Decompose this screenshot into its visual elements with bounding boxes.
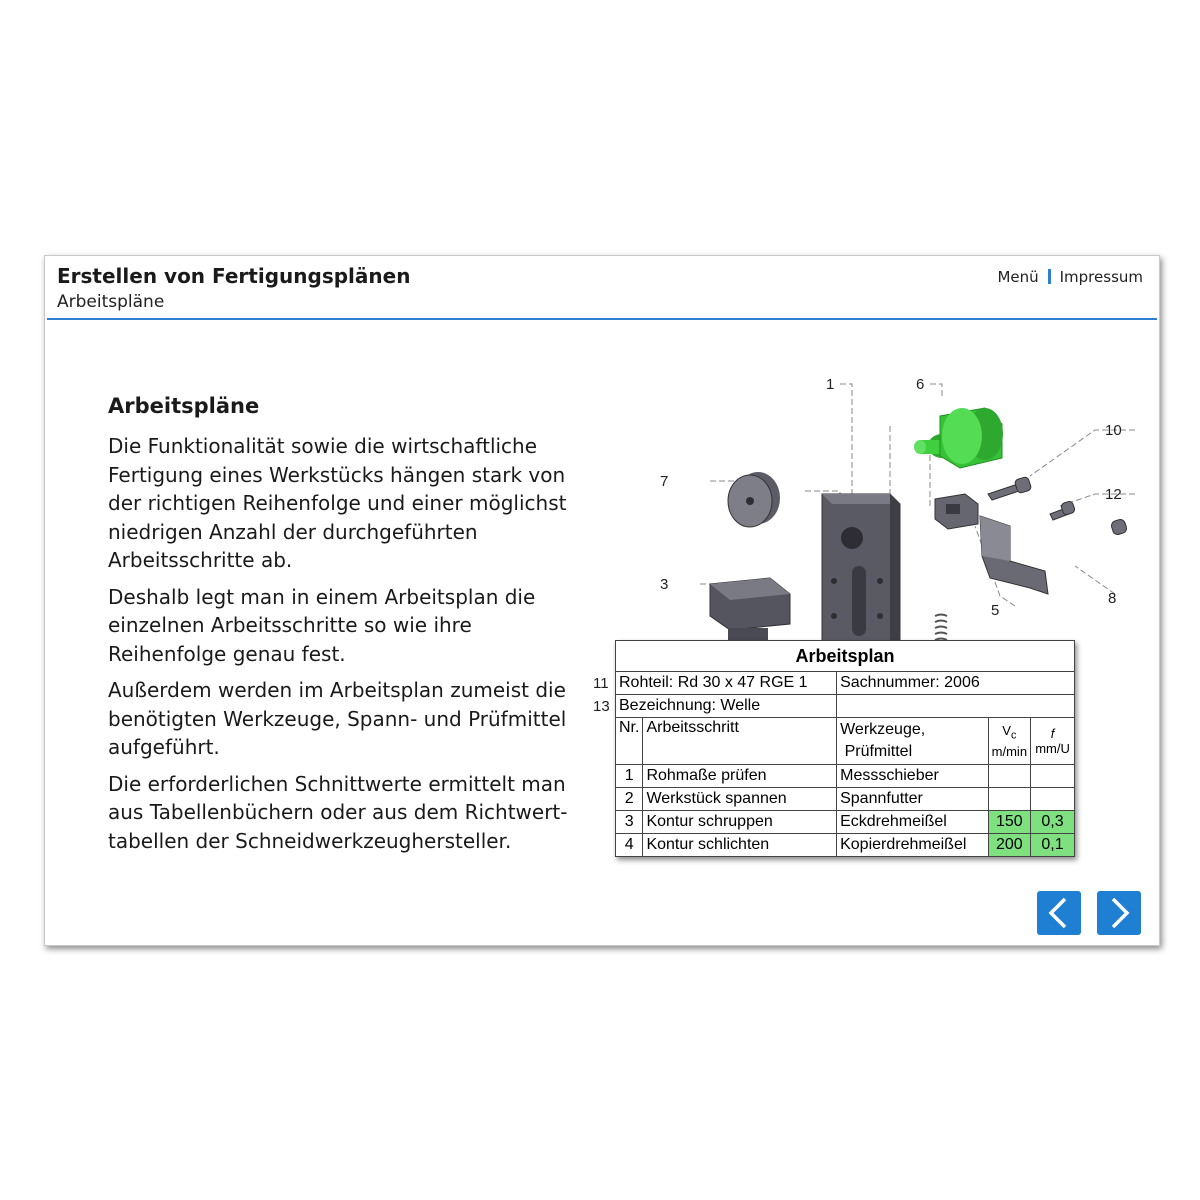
plan-bezeichnung: Bezeichnung: Welle bbox=[616, 695, 837, 718]
plan-rohteil: Rohteil: Rd 30 x 47 RGE 1 bbox=[616, 672, 837, 695]
paragraph-4: Die erforderlichen Schnittwerte ermittelt man aus Tabellenbüchern oder aus dem Richtwert-tabellen der Schneidwerkzeughersteller. bbox=[108, 771, 568, 853]
callout-11: 11 bbox=[593, 675, 609, 692]
row-vc: 200 bbox=[988, 834, 1030, 857]
row-werkzeug: Eckdrehmeißel bbox=[837, 811, 989, 834]
green-knob-part bbox=[914, 408, 1003, 468]
row-f: 0,3 bbox=[1031, 811, 1075, 834]
callout-10: 10 bbox=[1105, 422, 1122, 439]
nav-separator bbox=[1048, 269, 1051, 284]
chevron-right-icon bbox=[1097, 891, 1141, 935]
table-row bbox=[616, 765, 1075, 788]
row-f: 0,1 bbox=[1031, 834, 1075, 857]
next-button[interactable] bbox=[1097, 891, 1141, 935]
bracket-part bbox=[980, 516, 1048, 594]
row-vc bbox=[988, 765, 1030, 788]
row-werkzeug: Messschieber bbox=[837, 765, 989, 788]
row-schritt: Rohmaße prüfen bbox=[643, 765, 837, 788]
page-subtitle: Arbeitspläne bbox=[57, 292, 165, 312]
menu-link[interactable]: Menü bbox=[997, 268, 1039, 286]
content-heading: Arbeitspläne bbox=[108, 394, 260, 418]
callout-1: 1 bbox=[826, 376, 835, 393]
plan-empty-cell bbox=[837, 695, 1075, 718]
row-f bbox=[1031, 765, 1075, 788]
col-header-f-symbol: f bbox=[1050, 726, 1055, 741]
callout-3: 3 bbox=[660, 576, 669, 593]
callout-12: 12 bbox=[1105, 486, 1122, 503]
small-block-part bbox=[935, 494, 978, 529]
table-row bbox=[616, 788, 1075, 811]
col-header-vc-sub: c bbox=[1010, 729, 1017, 742]
row-vc bbox=[988, 788, 1030, 811]
spring-part bbox=[935, 615, 947, 641]
callout-7: 7 bbox=[660, 473, 669, 490]
plan-sachnummer: Sachnummer: 2006 bbox=[837, 672, 1075, 695]
impressum-link[interactable]: Impressum bbox=[1059, 268, 1143, 286]
slide-frame bbox=[44, 255, 1160, 946]
paragraph-2: Deshalb legt man in einem Arbeitsplan die einzelnen Arbeitsschritte so wie ihre Reihenfolge genau fest. bbox=[108, 584, 536, 666]
table-row bbox=[616, 834, 1075, 857]
page-title: Erstellen von Fertigungsplänen bbox=[57, 264, 411, 288]
paragraph-1: Die Funktionalität sowie die wirtschaftliche Fertigung eines Werkstücks hängen stark von der richtigen Reihenfolge und einer möglichst niedrigen Anzahl der durchgeführten Arbeitsschritte ab. bbox=[108, 434, 567, 572]
callout-6: 6 bbox=[916, 376, 925, 393]
row-nr: 2 bbox=[616, 788, 643, 811]
col-header-pruefmittel-label: Prüfmittel bbox=[844, 743, 913, 760]
table-row bbox=[616, 811, 1075, 834]
col-header-vc-unit: m/min bbox=[991, 743, 1028, 759]
row-vc: 150 bbox=[988, 811, 1030, 834]
row-schritt: Werkstück spannen bbox=[643, 788, 837, 811]
row-nr: 1 bbox=[616, 765, 643, 788]
header-nav bbox=[997, 268, 1143, 286]
row-schritt: Kontur schruppen bbox=[643, 811, 837, 834]
col-header-f-unit: mm/U bbox=[1035, 741, 1070, 756]
callout-5: 5 bbox=[991, 602, 1000, 619]
col-header-f bbox=[1031, 718, 1075, 765]
row-nr: 4 bbox=[616, 834, 643, 857]
col-header-nr: Nr. bbox=[616, 718, 643, 765]
callout-13: 13 bbox=[593, 698, 610, 715]
row-nr: 3 bbox=[616, 811, 643, 834]
col-header-schritt: Arbeitsschritt bbox=[643, 718, 837, 765]
row-werkzeug: Kopierdrehmeißel bbox=[837, 834, 989, 857]
row-schritt: Kontur schlichten bbox=[643, 834, 837, 857]
chevron-left-icon bbox=[1037, 891, 1081, 935]
row-werkzeug: Spannfutter bbox=[837, 788, 989, 811]
header-divider bbox=[47, 318, 1157, 320]
arbeitsplan-table bbox=[615, 640, 1075, 857]
col-header-vc-symbol: V bbox=[1002, 723, 1011, 739]
previous-button[interactable] bbox=[1037, 891, 1081, 935]
callout-8: 8 bbox=[1108, 590, 1117, 607]
col-header-vc bbox=[988, 718, 1030, 765]
text-content bbox=[108, 394, 588, 863]
plan-title: Arbeitsplan bbox=[616, 641, 1075, 672]
round-disc-part bbox=[728, 472, 780, 527]
row-f bbox=[1031, 788, 1075, 811]
col-header-werkzeuge bbox=[837, 718, 989, 765]
paragraph-3: Außerdem werden im Arbeitsplan zumeist die benötigten Werkzeuge, Spann- und Prüfmittel aufgeführt. bbox=[108, 678, 567, 759]
col-header-werkzeuge-label: Werkzeuge, bbox=[840, 721, 926, 738]
